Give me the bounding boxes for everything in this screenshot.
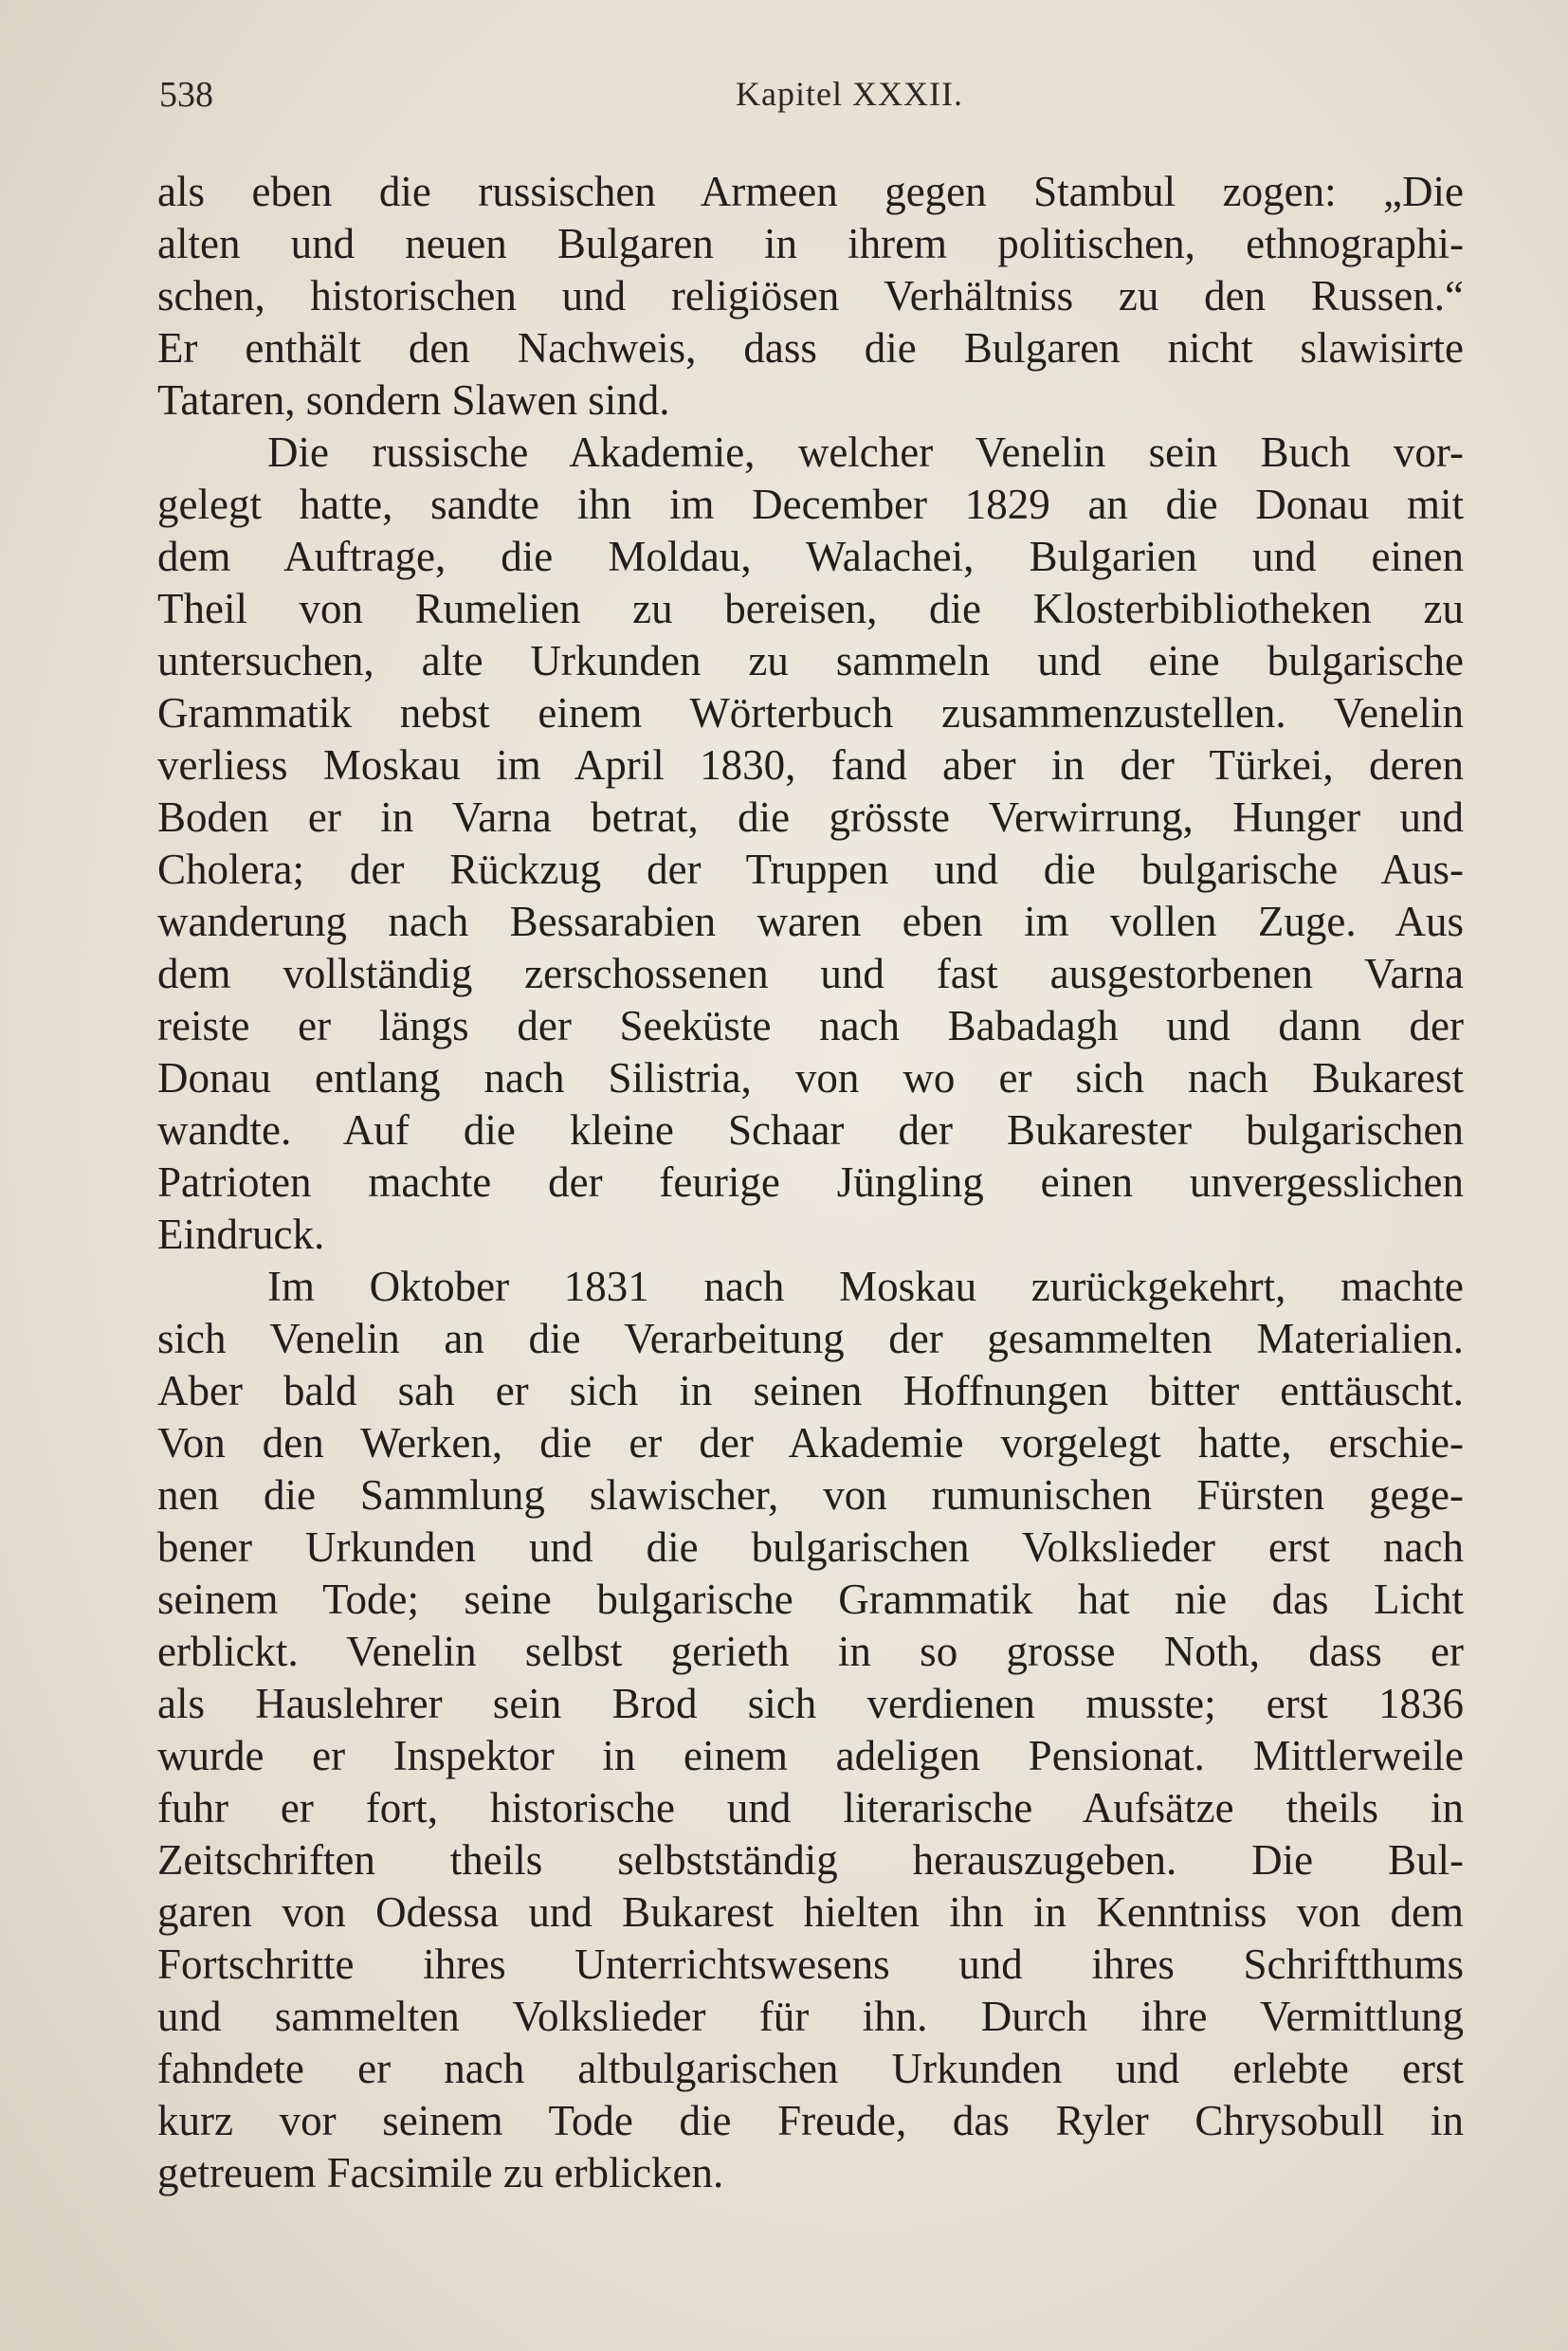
text-line: und sammelten Volkslieder für ihn. Durch ihre Vermittlung xyxy=(157,1993,1464,2040)
text-line: Cholera; der Rückzug der Truppen und die bulgarische Aus- xyxy=(157,846,1464,893)
text-line: nen die Sammlung slawischer, von rumunischen Fürsten gege- xyxy=(157,1471,1464,1519)
text-line: als eben die russischen Armeen gegen Stambul zogen: „Die xyxy=(157,168,1464,215)
text-line: Im Oktober 1831 nach Moskau zurückgekehrt, machte xyxy=(267,1263,1464,1310)
text-line: Fortschritte ihres Unterrichtswesens und ihres Schriftthums xyxy=(157,1941,1464,1988)
text-line: Aber bald sah er sich in seinen Hoffnungen bitter enttäuscht. xyxy=(157,1367,1464,1414)
body-text xyxy=(157,166,1464,2199)
text-line: untersuchen, alte Urkunden zu sammeln und eine bulgarische xyxy=(157,637,1464,684)
text-line: erblickt. Venelin selbst gerieth in so grosse Noth, dass er xyxy=(157,1628,1464,1675)
text-line: Von den Werken, die er der Akademie vorgelegt hatte, erschie- xyxy=(157,1419,1464,1467)
text-line: dem Auftrage, die Moldau, Walachei, Bulgarien und einen xyxy=(157,533,1464,580)
text-line: Er enthält den Nachweis, dass die Bulgaren nicht slawisirte xyxy=(157,324,1464,372)
text-line: Theil von Rumelien zu bereisen, die Klosterbibliotheken zu xyxy=(157,585,1464,632)
text-line: kurz vor seinem Tode die Freude, das Ryler Chrysobull in xyxy=(157,2097,1464,2144)
page-number: 538 xyxy=(159,75,213,115)
text-line: getreuem Facsimile zu erblicken. xyxy=(157,2149,724,2196)
text-line: seinem Tode; seine bulgarische Grammatik hat nie das Licht xyxy=(157,1576,1464,1623)
chapter-title: Kapitel XXXII. xyxy=(736,75,963,113)
running-head xyxy=(159,74,1464,121)
text-line: Tataren, sondern Slawen sind. xyxy=(157,376,670,424)
text-line: Grammatik nebst einem Wörterbuch zusammenzustellen. Venelin xyxy=(157,689,1464,737)
text-line: reiste er längs der Seeküste nach Babadagh und dann der xyxy=(157,1002,1464,1049)
text-line: dem vollständig zerschossenen und fast ausgestorbenen Varna xyxy=(157,950,1464,997)
text-line: sich Venelin an die Verarbeitung der gesammelten Materialien. xyxy=(157,1315,1464,1362)
text-line: Zeitschriften theils selbstständig herauszugeben. Die Bul- xyxy=(157,1836,1464,1884)
text-line: wandte. Auf die kleine Schaar der Bukarester bulgarischen xyxy=(157,1106,1464,1154)
text-line: schen, historischen und religiösen Verhältniss zu den Russen.“ xyxy=(157,272,1464,319)
text-line: wurde er Inspektor in einem adeligen Pensionat. Mittlerweile xyxy=(157,1732,1464,1779)
text-line: Boden er in Varna betrat, die grösste Verwirrung, Hunger und xyxy=(157,793,1464,841)
text-line: fahndete er nach altbulgarischen Urkunden und erlebte erst xyxy=(157,2045,1464,2092)
text-line: wanderung nach Bessarabien waren eben im vollen Zuge. Aus xyxy=(157,898,1464,945)
text-line: Donau entlang nach Silistria, von wo er sich nach Bukarest xyxy=(157,1054,1464,1102)
text-line: alten und neuen Bulgaren in ihrem politischen, ethnographi- xyxy=(157,220,1464,267)
text-line: Patrioten machte der feurige Jüngling einen unvergesslichen xyxy=(157,1158,1464,1206)
text-line: garen von Odessa und Bukarest hielten ihn in Kenntniss von dem xyxy=(157,1888,1464,1936)
text-line: bener Urkunden und die bulgarischen Volkslieder erst nach xyxy=(157,1523,1464,1571)
text-line: Die russische Akademie, welcher Venelin sein Buch vor- xyxy=(267,428,1464,476)
text-line: fuhr er fort, historische und literarische Aufsätze theils in xyxy=(157,1784,1464,1832)
text-line: verliess Moskau im April 1830, fand aber in der Türkei, deren xyxy=(157,741,1464,789)
text-line: Eindruck. xyxy=(157,1211,325,1258)
text-line: gelegt hatte, sandte ihn im December 1829 an die Donau mit xyxy=(157,481,1464,528)
text-line: als Hauslehrer sein Brod sich verdienen musste; erst 1836 xyxy=(157,1680,1464,1727)
